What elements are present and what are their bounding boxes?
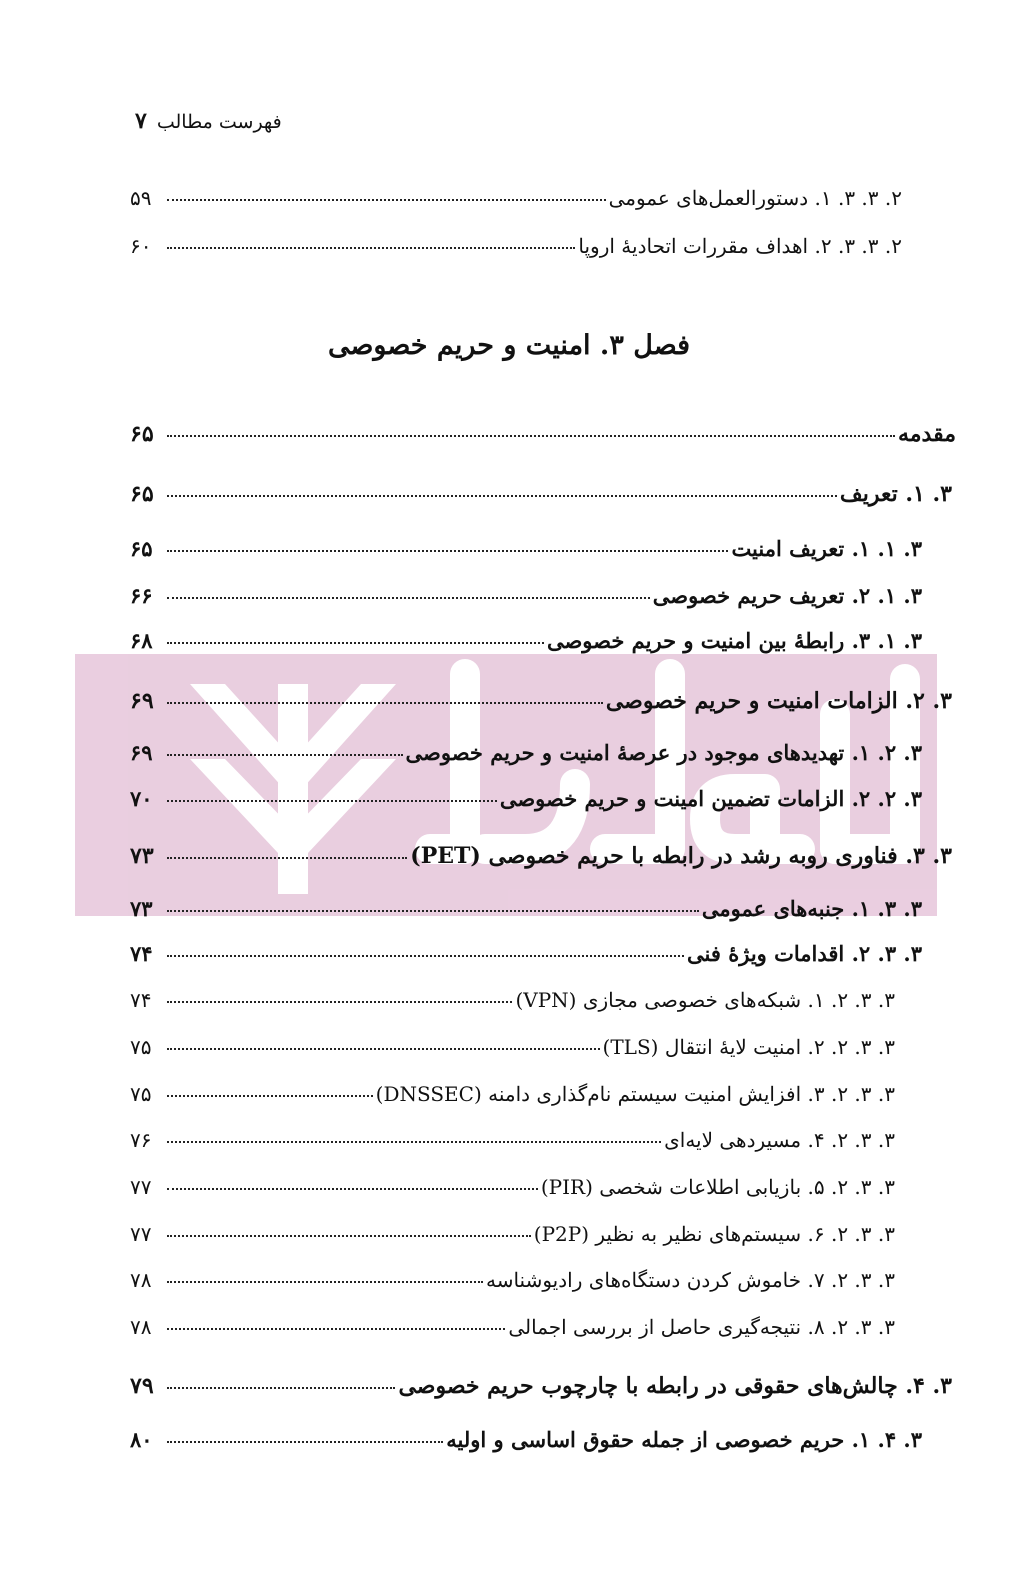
toc-entry[interactable] — [130, 1031, 895, 1063]
toc-entry[interactable] — [130, 1218, 895, 1250]
toc-entry[interactable] — [130, 893, 922, 925]
toc-entry[interactable] — [130, 1370, 952, 1402]
toc-leader — [167, 247, 575, 249]
toc-entry-page: ۶۵ — [130, 421, 154, 447]
toc-leader — [167, 550, 728, 552]
toc-entry-page: ۵۹ — [130, 186, 152, 210]
toc-entry-label: ۳. ۳. ۲. ۳. افزایش امنیت سیستم نام‌گذاری دامنه (DNSSEC) — [375, 1082, 895, 1106]
toc-entry-label: مقدمه — [897, 421, 956, 447]
chapter-title: فصل ۳. امنیت و حریم خصوصی — [327, 330, 691, 361]
toc-leader — [167, 199, 606, 201]
toc-entry-label: ۳. ۱. ۳. رابطهٔ بین امنیت و حریم خصوصی — [546, 628, 922, 653]
toc-leader — [167, 702, 603, 704]
toc-entry-page: ۷۷ — [130, 1175, 152, 1199]
toc-entry[interactable] — [130, 580, 922, 612]
toc-entry[interactable] — [130, 1124, 895, 1156]
toc-entry-label: ۲. ۳. ۳. ۲. اهداف مقررات اتحادیهٔ اروپا — [578, 234, 902, 258]
toc-entry[interactable] — [130, 418, 956, 450]
toc-entry[interactable] — [130, 1311, 895, 1343]
toc-entry-label: ۳. ۳. ۲. ۷. خاموش کردن دستگاه‌های رادیوشناسه — [485, 1268, 895, 1292]
toc-entry-page: ۷۶ — [130, 1128, 152, 1152]
toc-entry-label: ۳. ۳. ۲. اقدامات ویژهٔ فنی — [687, 941, 922, 966]
toc-entry-page: ۷۸ — [130, 1315, 152, 1339]
toc-leader — [167, 1328, 505, 1330]
toc-entry[interactable] — [130, 1078, 895, 1110]
running-head-title: فهرست مطالب — [156, 111, 282, 133]
toc-leader — [167, 1095, 373, 1097]
toc-leader — [167, 955, 684, 957]
toc-leader — [167, 597, 650, 599]
toc-entry[interactable] — [130, 1424, 922, 1456]
toc-entry-page: ۷۴ — [130, 988, 152, 1012]
toc-entry-page: ۷۹ — [130, 1373, 154, 1399]
toc-entry-page: ۷۳ — [130, 843, 154, 869]
toc-leader — [167, 1387, 395, 1389]
toc-entry-label: ۳. ۲. الزامات امنیت و حریم خصوصی — [605, 688, 952, 714]
toc-leader — [167, 1235, 531, 1237]
toc-entry[interactable] — [130, 984, 895, 1016]
toc-leader — [167, 1188, 538, 1190]
toc-entry-page: ۶۹ — [130, 688, 154, 714]
toc-entry-page: ۶۸ — [130, 628, 153, 653]
toc-entry-page: ۶۵ — [130, 481, 154, 507]
toc-entry-label: ۳. ۴. چالش‌های حقوقی در رابطه با چارچوب حریم خصوصی — [398, 1373, 952, 1399]
toc-entry[interactable] — [130, 1264, 895, 1296]
toc-entry-label: ۳. ۱. تعریف — [839, 481, 952, 507]
toc-entry-page: ۶۰ — [130, 234, 152, 258]
toc-leader — [167, 1441, 443, 1443]
toc-leader — [167, 435, 895, 437]
toc-entry[interactable] — [130, 938, 922, 970]
toc-entry[interactable] — [130, 840, 952, 872]
toc-leader — [167, 800, 497, 802]
toc-leader — [167, 495, 837, 497]
toc-leader — [167, 857, 407, 859]
toc-entry[interactable] — [130, 783, 922, 815]
toc-entry[interactable] — [130, 533, 922, 565]
toc-leader — [167, 1048, 600, 1050]
toc-entry-label: ۳. ۲. ۲. الزامات تضمین امینت و حریم خصوصی — [499, 786, 922, 811]
toc-entry-page: ۶۵ — [130, 536, 153, 561]
toc-entry-label: ۲. ۳. ۳. ۱. دستورالعمل‌های عمومی — [608, 186, 902, 210]
toc-entry-label: ۳. ۴. ۱. حریم خصوصی از جمله حقوق اساسی و اولیه — [446, 1427, 922, 1452]
toc-entry-page: ۶۹ — [130, 740, 153, 765]
toc-leader — [167, 910, 699, 912]
toc-leader — [167, 754, 403, 756]
toc-entry-label: ۳. ۳. ۱. جنبه‌های عمومی — [701, 896, 922, 921]
toc-entry-label: ۳. ۳. ۲. ۵. بازیابی اطلاعات شخصی (PIR) — [540, 1175, 895, 1199]
toc-entry-page: ۷۷ — [130, 1222, 152, 1246]
toc-entry-label: ۳. ۳. ۲. ۱. شبکه‌های خصوصی مجازی (VPN) — [515, 988, 895, 1012]
toc-leader — [167, 1141, 661, 1143]
toc-entry-page: ۷۰ — [130, 786, 153, 811]
toc-entry-page: ۷۵ — [130, 1035, 152, 1059]
toc-entry-label: ۳. ۳. فناوری روبه رشد در رابطه با حریم خصوصی (PET) — [410, 843, 952, 869]
toc-entry-label: ۳. ۳. ۲. ۶. سیستم‌های نظیر به نظیر (P2P) — [533, 1222, 895, 1246]
toc-entry[interactable] — [130, 230, 902, 262]
running-head — [135, 108, 282, 134]
toc-entry[interactable] — [130, 625, 922, 657]
toc-entry[interactable] — [130, 182, 902, 214]
toc-entry-page: ۸۰ — [130, 1427, 153, 1452]
toc-entry-page: ۷۵ — [130, 1082, 152, 1106]
toc-entry-label: ۳. ۲. ۱. تهدیدهای موجود در عرصهٔ امنیت و حریم خصوصی — [405, 740, 922, 765]
toc-entry-page: ۶۶ — [130, 583, 153, 608]
toc-leader — [167, 1281, 483, 1283]
page-number: ۷ — [135, 108, 147, 134]
toc-entry[interactable] — [130, 478, 952, 510]
toc-entry-label: ۳. ۳. ۲. ۸. نتیجه‌گیری حاصل از بررسی اجمالی — [508, 1315, 895, 1339]
toc-entry[interactable] — [130, 1171, 895, 1203]
toc-entry-label: ۳. ۱. ۲. تعریف حریم خصوصی — [652, 583, 922, 608]
toc-leader — [167, 642, 544, 644]
toc-entry-label: ۳. ۳. ۲. ۴. مسیردهی لایه‌ای — [664, 1128, 895, 1152]
toc-entry-page: ۷۳ — [130, 896, 153, 921]
toc-entry-page: ۷۸ — [130, 1268, 152, 1292]
toc-entry-label: ۳. ۱. ۱. تعریف امنیت — [731, 536, 922, 561]
toc-entry-label: ۳. ۳. ۲. ۲. امنیت لایهٔ انتقال (TLS) — [602, 1035, 895, 1059]
toc-entry-page: ۷۴ — [130, 941, 153, 966]
toc-leader — [167, 1001, 512, 1003]
toc-entry[interactable] — [130, 685, 952, 717]
toc-entry[interactable] — [130, 737, 922, 769]
